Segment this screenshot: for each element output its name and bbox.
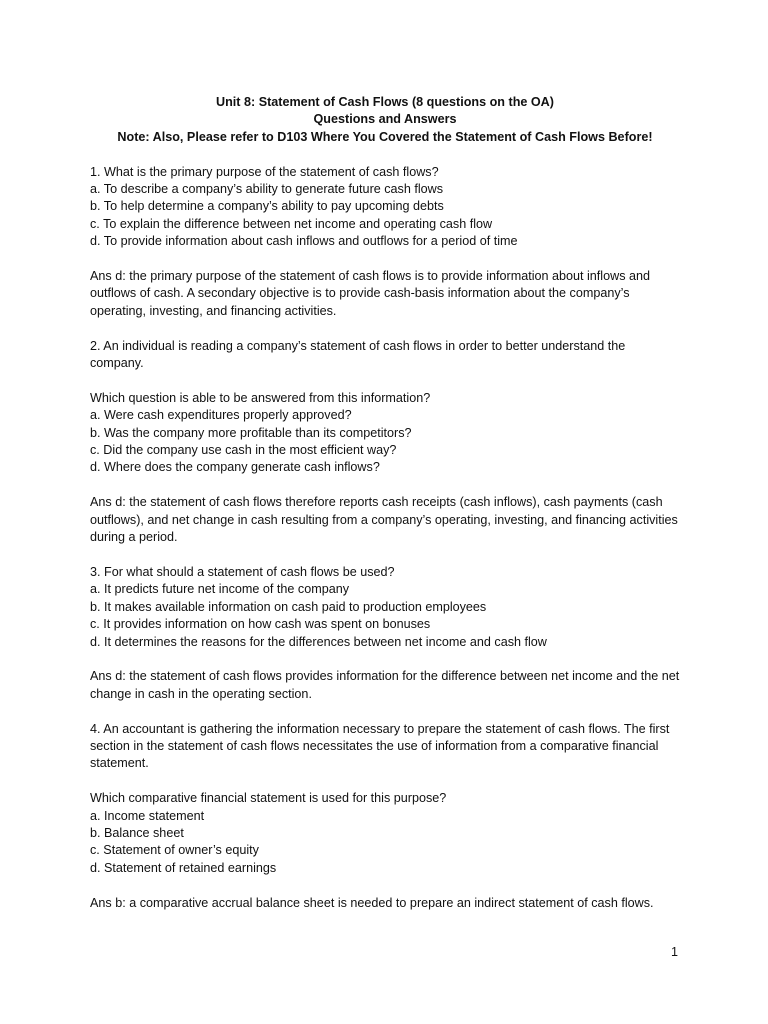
question-prompt: Which question is able to be answered from this information? [90,390,431,405]
document-note: Note: Also, Please refer to D103 Where You Covered the Statement of Cash Flows Before! [117,129,653,144]
answer-4: Ans b: a comparative accrual balance sheet is needed to prepare an indirect statement of cash flows. [90,895,654,910]
question-3 [90,564,680,651]
option-d: d. It determines the reasons for the differences between net income and cash flow [90,634,547,649]
document-header [50,94,720,146]
option-d: d. Statement of retained earnings [90,860,277,875]
option-a: a. It predicts future net income of the company [90,582,350,597]
answer-1: Ans d: the primary purpose of the statement of cash flows is to provide information about inflows and outflows of cash. A secondary objective is to provide cash-basis information about the company’s operating, investing, and financing activities. [90,269,651,318]
question-text: 3. For what should a statement of cash flows be used? [90,564,395,579]
question-4-text: 4. An accountant is gathering the information necessary to prepare the statement of cash flows. The first section in the statement of cash flows necessitates the use of information from a comparative financial statement. [90,721,670,771]
option-b: b. It makes available information on cash paid to production employees [90,599,487,614]
document-content [90,94,680,912]
option-c: c. Did the company use cash in the most efficient way? [90,443,397,458]
answer-2: Ans d: the statement of cash flows therefore reports cash receipts (cash inflows), cash payments (cash outflows), and net change in cash resulting from a company’s operating, investing, and financing activities during a period. [90,495,678,545]
option-a: a. Were cash expenditures properly approved? [90,408,352,423]
page-number: 1 [670,945,678,959]
document-subtitle: Questions and Answers [313,112,457,127]
option-b: b. Was the company more profitable than its competitors? [90,425,412,440]
option-b: b. To help determine a company’s ability to pay upcoming debts [90,199,444,214]
question-2-text: 2. An individual is reading a company’s statement of cash flows in order to better understand the company. [90,338,626,371]
question-text: 1. What is the primary purpose of the statement of cash flows? [90,164,439,179]
question-4-options [90,790,680,877]
option-a: a. Income statement [90,808,205,823]
option-c: c. To explain the difference between net income and operating cash flow [90,216,493,231]
document-title: Unit 8: Statement of Cash Flows (8 questions on the OA) [216,95,554,109]
option-b: b. Balance sheet [90,825,184,840]
question-1 [90,164,680,251]
question-2-options [90,390,680,477]
option-c: c. Statement of owner’s equity [90,843,259,858]
option-a: a. To describe a company’s ability to generate future cash flows [90,182,444,197]
option-d: d. Where does the company generate cash inflows? [90,460,380,475]
answer-3: Ans d: the statement of cash flows provides information for the difference between net income and the net change in cash in the operating section. [90,669,680,701]
option-d: d. To provide information about cash inflows and outflows for a period of time [90,234,518,249]
option-c: c. It provides information on how cash was spent on bonuses [90,617,431,632]
question-prompt: Which comparative financial statement is used for this purpose? [90,791,447,806]
